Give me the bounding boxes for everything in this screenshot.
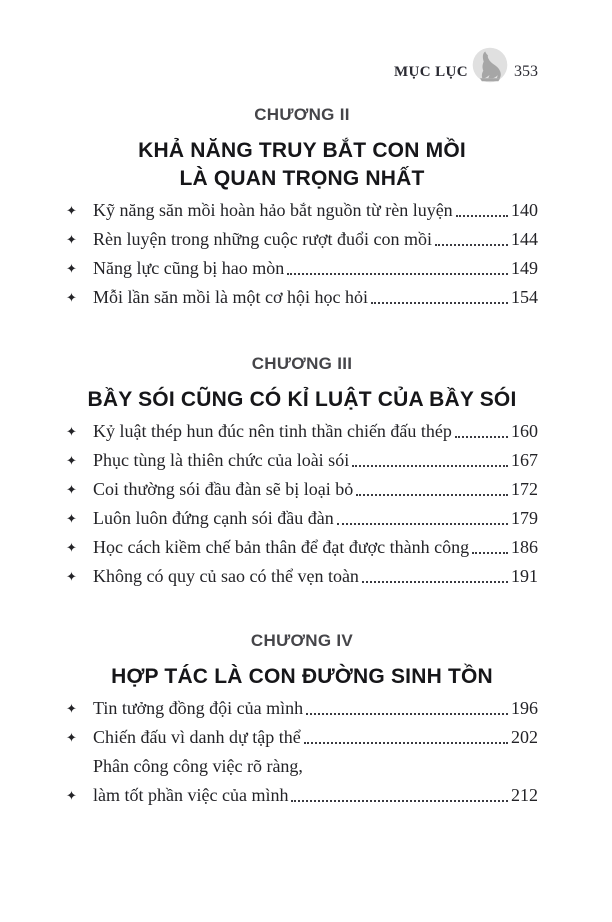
howling-wolf-moon-icon [472, 47, 508, 83]
toc-entry-page: 144 [511, 229, 538, 249]
toc-entry-title-continued [93, 781, 538, 810]
dot-leader [472, 552, 508, 554]
toc-entry-page: 149 [511, 258, 538, 278]
running-title: MỤC LỤC [393, 64, 468, 80]
toc-entry-title: Phục tùng là thiên chức của loài sói [93, 450, 350, 470]
toc-entry-title: Chiến đấu vì danh dự tập thể [93, 727, 301, 747]
toc-list [66, 417, 538, 591]
toc-entry-page: 140 [511, 200, 538, 220]
running-header [66, 46, 538, 83]
toc-entry-title: Năng lực cũng bị hao mòn [93, 258, 285, 278]
toc-entry-title: Học cách kiềm chế bản thân để đạt được thành công [93, 537, 470, 557]
list-item [66, 504, 538, 533]
dot-leader [356, 494, 508, 496]
dot-leader [455, 436, 508, 438]
list-item [66, 533, 538, 562]
toc-entry-title: Coi thường sói đầu đàn sẽ bị loại bỏ [93, 479, 354, 499]
star-bullet-icon: ✦ [66, 701, 77, 716]
chapter-title [66, 663, 538, 691]
toc-entry-page: 172 [511, 479, 538, 499]
list-item [66, 254, 538, 283]
toc-entry-title: Kỷ luật thép hun đúc nên tinh thần chiến đấu thép [93, 421, 452, 441]
section-chapter-2 [66, 105, 538, 312]
toc-entry-title: Rèn luyện trong những cuộc rượt đuổi con mồi [93, 229, 432, 249]
dot-leader [337, 523, 508, 525]
toc-entry-title: Không có quy củ sao có thể vẹn toàn [93, 566, 359, 586]
chapter-title-line: LÀ QUAN TRỌNG NHẤT [179, 167, 425, 190]
list-item [66, 752, 538, 810]
list-item [66, 723, 538, 752]
star-bullet-icon: ✦ [66, 482, 77, 497]
toc-entry-title: Luôn luôn đứng cạnh sói đầu đàn [93, 508, 334, 528]
list-item [66, 694, 538, 723]
toc-list [66, 694, 538, 810]
chapter-title [66, 137, 538, 193]
toc-entry-title: Mỗi lần săn mồi là một cơ hội học hỏi [93, 287, 368, 307]
star-bullet-icon: ✦ [66, 511, 77, 526]
toc-entry-page: 179 [511, 508, 538, 528]
list-item [66, 446, 538, 475]
chapter-title-line: HỢP TÁC LÀ CON ĐƯỜNG SINH TỒN [111, 665, 493, 688]
section-chapter-3 [66, 354, 538, 591]
dot-leader [362, 581, 508, 583]
list-item [66, 562, 538, 591]
dot-leader [287, 273, 508, 275]
toc-entry-page: 202 [511, 727, 538, 747]
star-bullet-icon: ✦ [66, 453, 77, 468]
dot-leader [352, 465, 508, 467]
toc-entry-title: Kỹ năng săn mồi hoàn hảo bắt nguồn từ rèn luyện [93, 200, 453, 220]
chapter-title [66, 386, 538, 414]
toc-entry-page: 167 [511, 450, 538, 470]
list-item [66, 196, 538, 225]
folio-page-number: 353 [514, 63, 538, 80]
dot-leader [304, 742, 508, 744]
dot-leader [435, 244, 508, 246]
list-item [66, 225, 538, 254]
chapter-label: CHƯƠNG II [254, 105, 350, 124]
dot-leader [291, 800, 508, 802]
star-bullet-icon: ✦ [66, 203, 77, 218]
chapter-title-line: BẦY SÓI CŨNG CÓ KỈ LUẬT CỦA BẦY SÓI [87, 388, 517, 411]
chapter-title-line: KHẢ NĂNG TRUY BẮT CON MỒI [138, 139, 466, 162]
toc-entry-page: 191 [511, 566, 538, 586]
chapter-label: CHƯƠNG III [251, 354, 353, 373]
star-bullet-icon: ✦ [66, 424, 77, 439]
toc-entry-page: 160 [511, 421, 538, 441]
star-bullet-icon: ✦ [66, 261, 77, 276]
star-bullet-icon: ✦ [66, 540, 77, 555]
toc-entry-multiline [93, 752, 538, 810]
star-bullet-icon: ✦ [66, 788, 77, 803]
list-item [66, 417, 538, 446]
star-bullet-icon: ✦ [66, 569, 77, 584]
star-bullet-icon: ✦ [66, 730, 77, 745]
chapter-label: CHƯƠNG IV [250, 631, 354, 650]
toc-entry-title: Phân công công việc rõ ràng, [93, 756, 303, 776]
toc-entry-title: Tin tưởng đồng đội của mình [93, 698, 304, 718]
star-bullet-icon: ✦ [66, 232, 77, 247]
list-item [66, 475, 538, 504]
toc-entry-page: 186 [511, 537, 538, 557]
toc-entry-page: 154 [511, 287, 538, 307]
toc-entry-page: 212 [511, 785, 538, 805]
dot-leader [456, 215, 508, 217]
list-item [66, 283, 538, 312]
toc-entry-page: 196 [511, 698, 538, 718]
star-bullet-icon: ✦ [66, 290, 77, 305]
dot-leader [306, 713, 508, 715]
section-chapter-4 [66, 631, 538, 810]
toc-entry-title-line2: làm tốt phần việc của mình [93, 785, 289, 805]
dot-leader [371, 302, 508, 304]
toc-list [66, 196, 538, 312]
